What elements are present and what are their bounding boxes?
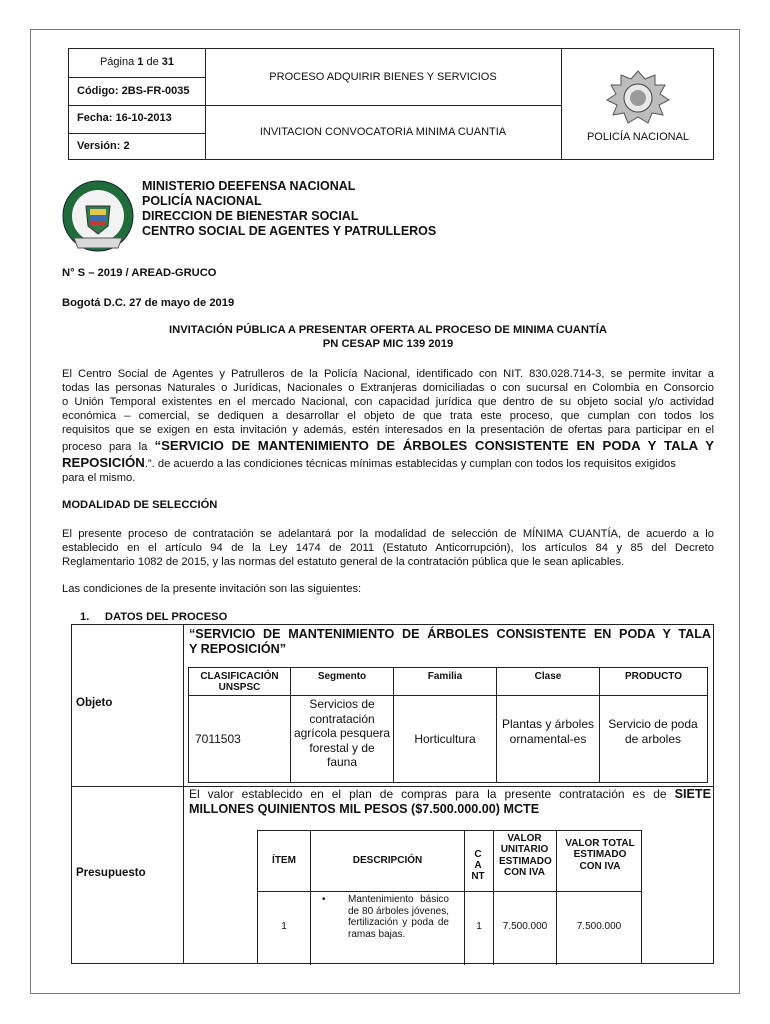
process-title: PROCESO ADQUIRIR BIENES Y SERVICIOS — [269, 71, 497, 83]
letterhead-center: CENTRO SOCIAL DE AGENTES Y PATRULLEROS — [142, 224, 437, 238]
intro-line: proceso para la “SERVICIO DE MANTENIMIENTO DE ÁRBOLES CONSISTENTE EN PODA Y TALA Y — [62, 437, 715, 453]
familia-value: Horticultura — [414, 732, 476, 746]
budget-statement: El valor establecido en el plan de compras para la presente contratación es de SIETE MILLONES QUINIENTOS MIL PESOS ($7.500.000.00) MCTE — [189, 787, 712, 816]
intro-line: todas las personas Naturales o Jurídicas, Nacionales o Extranjeras domiciliadas o con sucursal en Colombia en Consorcio — [62, 381, 714, 394]
budget-item-description: • Mantenimiento básico de 80 árboles jóvenes, fertilización y poda de ramas bajas. — [322, 894, 449, 940]
invitation-type: INVITACION CONVOCATORIA MINIMA CUANTIA — [259, 126, 507, 138]
col-cant: CANT — [471, 849, 485, 882]
modality-line: establecido en el artículo 94 de la Ley 1474 de 2011 (Estatuto Anticorrupción), los artículos 84 y 85 del Decreto — [62, 541, 714, 554]
col-segmento: Segmento — [317, 671, 367, 682]
col-descripcion: DESCRIPCIÓN — [352, 855, 423, 866]
modality-line: El presente proceso de contratación se adelantará por la modalidad de selección de MÍNIMA CUANTÍA, de acuerdo a lo — [62, 528, 714, 540]
intro-line: El Centro Social de Agentes y Patrulleros de la Policía Nacional, identificado con NIT. 830.028.714-3, se permite invitar a — [62, 368, 714, 380]
document-version: Versión: 2 — [77, 140, 130, 152]
intro-line: requisitos que se exigen en esta invitación y además, estén interesados en la presentación de ofertas para participar en el — [62, 423, 714, 436]
letterhead-direction: DIRECCION DE BIENESTAR SOCIAL — [142, 209, 359, 223]
modality-heading: MODALIDAD DE SELECCIÓN — [62, 499, 218, 511]
col-unspsc: CLASIFICACIÓN UNSPSC — [200, 671, 279, 693]
letterhead-ministry: MINISTERIO DEEFENSA NACIONAL — [142, 179, 356, 193]
invitation-process-code: PN CESAP MIC 139 2019 — [322, 338, 454, 350]
budget-total-value: 7.500.000 — [576, 921, 622, 932]
letterhead-police: POLICÍA NACIONAL — [142, 194, 262, 208]
section-1-heading: 1. DATOS DEL PROCESO — [80, 611, 228, 623]
conditions-intro: Las condiciones de la presente invitación son las siguientes: — [62, 583, 362, 595]
modality-paragraph — [62, 528, 714, 570]
intro-line: para el mismo. — [62, 471, 136, 484]
objeto-label: Objeto — [76, 697, 113, 709]
date-place: Bogotá D.C. 27 de mayo de 2019 — [62, 297, 235, 309]
budget-table — [257, 830, 642, 964]
national-police-seal-icon — [60, 178, 136, 256]
col-familia: Familia — [427, 671, 463, 682]
intro-line: o Unión Temporal existentes en el mercado Nacional, con capacidad jurídica que dentro de su objeto social y/o actividad — [62, 395, 714, 408]
col-producto: PRODUCTO — [624, 671, 683, 682]
col-clase: Clase — [534, 671, 562, 682]
segmento-value: Servicios de contratación agrícola pesquera forestal y de fauna — [293, 697, 391, 769]
col-total-value: VALOR TOTAL ESTIMADO CON IVA — [565, 838, 635, 872]
bullet-icon: • — [322, 894, 326, 905]
objeto-description: “SERVICIO DE MANTENIMIENTO DE ÁRBOLES CONSISTENTE EN PODA Y TALA Y REPOSICIÓN” — [189, 627, 711, 656]
process-data-table — [71, 624, 714, 964]
budget-item-number: 1 — [281, 921, 287, 932]
presupuesto-label: Presupuesto — [76, 867, 146, 879]
intro-paragraph — [62, 368, 714, 485]
budget-unit-value: 7.500.000 — [502, 921, 548, 932]
police-crest-icon — [599, 69, 677, 127]
document-header-table — [68, 48, 714, 160]
col-item: ÍTEM — [272, 855, 296, 866]
invitation-title-line1: INVITACIÓN PÚBLICA A PRESENTAR OFERTA AL PROCESO DE MINIMA CUANTÍA — [169, 324, 607, 336]
intro-line: económica – comercial, se dediquen a desarrollar el objeto de que trata este proceso, que cumplan con todos los — [62, 409, 714, 422]
col-unit-value: VALOR UNITARIO ESTIMADO CON IVA — [499, 833, 552, 878]
budget-item-cant: 1 — [476, 921, 482, 932]
invitation-title — [62, 323, 714, 351]
intro-line: REPOSICIÓN.”. de acuerdo a las condiciones técnicas mínimas establecidas y cumplan con todos los requisitos exigidos — [62, 454, 676, 470]
document-code: Código: 2BS-FR-0035 — [77, 85, 190, 97]
reference-number: N° S – 2019 / AREAD-GRUCO — [62, 267, 217, 279]
clase-value: Plantas y árboles ornamental-es — [501, 717, 595, 746]
service-name: “SERVICIO DE MANTENIMIENTO DE ÁRBOLES CONSISTENTE EN PODA Y TALA Y — [154, 437, 715, 453]
letterhead — [142, 179, 436, 239]
page-indicator: Página 1 de 31 — [99, 56, 175, 68]
institution-name: POLICÍA NACIONAL — [586, 131, 690, 143]
producto-value: Servicio de poda de arboles — [608, 717, 698, 746]
unspsc-table — [188, 667, 708, 783]
unspsc-code: 7011503 — [195, 732, 241, 746]
document-date: Fecha: 16-10-2013 — [77, 112, 172, 124]
modality-line: Reglamentario 1082 de 2015, y las normas del estatuto general de la contratación pública que le sean aplicables. — [62, 555, 625, 568]
